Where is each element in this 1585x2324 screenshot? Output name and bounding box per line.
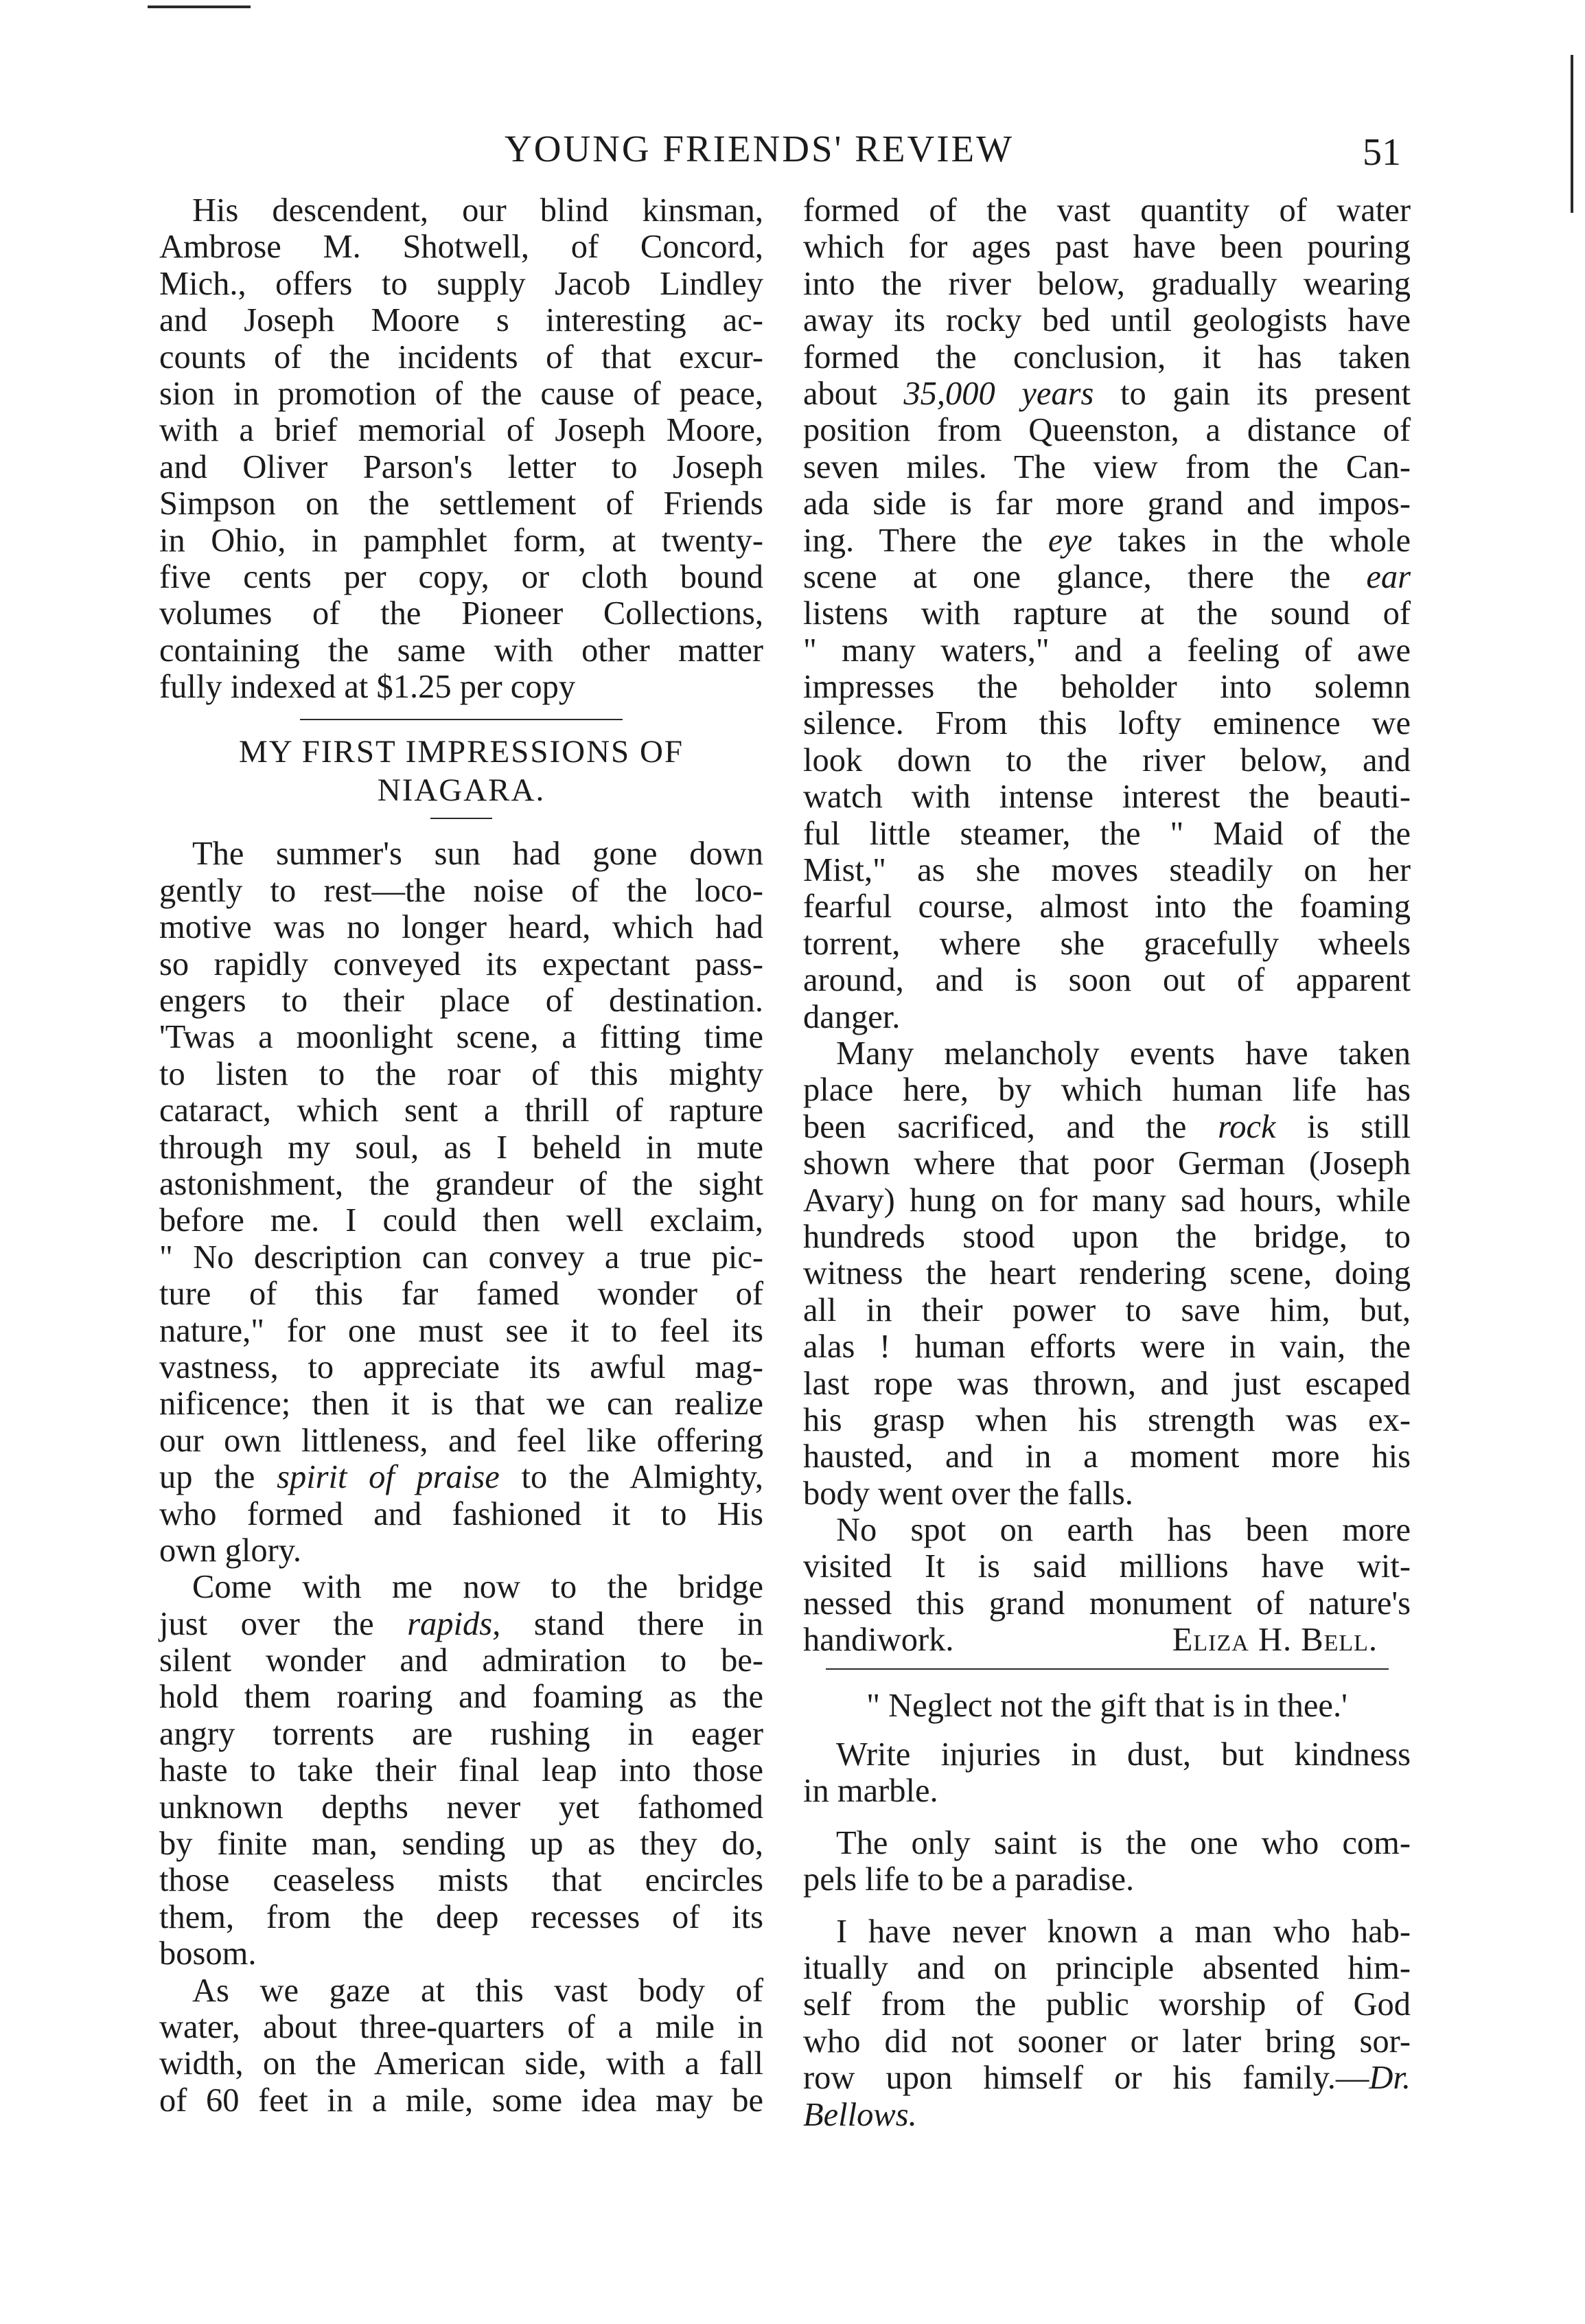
italic-phrase: ear	[1366, 558, 1411, 595]
text-line: motive was no longer heard, which had	[159, 909, 763, 946]
page-number: 51	[1363, 131, 1401, 174]
text-line: ada side is far more grand and impos-	[803, 485, 1411, 522]
italic-phrase: rock	[1218, 1108, 1276, 1145]
saying-public-worship	[803, 1913, 1411, 2133]
text-line: those ceaseless mists that encircles	[159, 1862, 763, 1899]
italic-phrase: rapids,	[407, 1605, 501, 1642]
text-line: Many melancholy events have taken	[836, 1035, 1411, 1072]
top-rule	[148, 5, 251, 8]
text-line: around, and is soon out of apparent	[803, 962, 1411, 999]
text-line: As we gaze at this vast body of	[192, 1972, 763, 2009]
text-line: itually and on principle absented him-	[803, 1949, 1411, 1986]
text-line: handiwork.	[803, 1622, 954, 1659]
text-line: seven miles. The view from the Can-	[803, 448, 1411, 485]
text-line: gently to rest—the noise of the loco-	[159, 872, 763, 909]
text-line: His descendent, our blind kinsman,	[192, 192, 763, 229]
text-line: self from the public worship of God	[803, 1986, 1411, 2023]
text-line: own glory.	[159, 1532, 302, 1569]
right-column	[803, 192, 1411, 2133]
left-column	[159, 192, 763, 2119]
italic-attribution: Bellows.	[803, 2096, 917, 2133]
text-line: Write injuries in dust, but kindness	[836, 1736, 1411, 1773]
text-line: " No description can convey a true pic-	[159, 1239, 763, 1276]
italic-phrase: eye	[1048, 522, 1093, 559]
text-line: into the river below, gradually wearing	[803, 265, 1411, 302]
text-line: sion in promotion of the cause of peace,	[159, 375, 763, 412]
text-line: witness the heart rendering scene, doing	[803, 1255, 1411, 1292]
text-line: who formed and fashioned it to His	[159, 1495, 763, 1532]
text-line: about 35,000 years to gain its present	[803, 375, 1411, 412]
text-line: engers to their place of destination.	[159, 982, 763, 1020]
text-line: visited It is said millions have wit-	[803, 1548, 1411, 1585]
italic-phrase: spirit of praise	[277, 1459, 500, 1496]
text-line: and Oliver Parson's letter to Joseph	[159, 448, 763, 485]
text-line: body went over the falls.	[803, 1475, 1133, 1512]
text-line: all in their power to save him, but,	[803, 1291, 1411, 1328]
text-line: shown where that poor German (Joseph	[803, 1145, 1411, 1182]
text-line: look down to the river below, and	[803, 741, 1411, 779]
text-line: his grasp when his strength was ex-	[803, 1401, 1411, 1438]
text-line: unknown depths never yet fathomed	[159, 1788, 763, 1826]
italic-phrase: 35,000 years	[903, 375, 1094, 412]
text-line: in marble.	[803, 1773, 938, 1810]
text-line: hundreds stood upon the bridge, to	[803, 1218, 1411, 1255]
article-title: MY FIRST IMPRESSIONS OF	[238, 734, 684, 770]
text-line: hold them roaring and foaming as the	[159, 1679, 763, 1716]
italic-attribution: Dr.	[1369, 2060, 1411, 2097]
text-line: pels life to be a paradise.	[803, 1861, 1135, 1898]
text-line: just over the rapids, stand there in	[159, 1605, 763, 1642]
text-line: and Joseph Moore s interesting ac-	[159, 302, 763, 339]
running-head: YOUNG FRIENDS' REVIEW	[505, 128, 1015, 170]
text-line: row upon himself or his family.—Dr.	[803, 2060, 1411, 2097]
text-line: to listen to the roar of this mighty	[159, 1055, 763, 1092]
text-line: Ambrose M. Shotwell, of Concord,	[159, 229, 763, 266]
paragraph-summer-sun	[159, 836, 763, 1569]
text-line: silent wonder and admiration to be-	[159, 1642, 763, 1679]
text-line: by finite man, sending up as they do,	[159, 1826, 763, 1863]
text-line: 'Twas a moonlight scene, a fitting time	[159, 1019, 763, 1056]
text-line: nessed this grand monument of nature's	[803, 1585, 1411, 1622]
text-line: who did not sooner or later bring sor-	[803, 2023, 1411, 2060]
margin-mark	[1571, 55, 1573, 213]
quote-neglect: " Neglect not the gift that is in thee.'	[866, 1687, 1347, 1724]
text-line: scene at one glance, there the ear	[803, 558, 1411, 595]
paragraph-vast-quantity	[803, 192, 1411, 1035]
paragraph-vast-body	[159, 1972, 763, 2119]
author-signature: Eliza H. Bell.	[1172, 1622, 1378, 1659]
text-line: Mist," as she moves steadily on her	[803, 852, 1411, 889]
text-line: volumes of the Pioneer Collections,	[159, 595, 763, 632]
text-line: Mich., offers to supply Jacob Lindley	[159, 265, 763, 302]
text-line: danger.	[803, 998, 901, 1035]
text-line: The only saint is the one who com-	[836, 1824, 1411, 1861]
text-line: place here, by which human life has	[803, 1072, 1411, 1109]
text-line: I have never known a man who hab-	[836, 1913, 1411, 1950]
text-line: fearful course, almost into the foaming	[803, 888, 1411, 925]
text-line: counts of the incidents of that excur-	[159, 338, 763, 376]
text-line: containing the same with other matter	[159, 632, 763, 669]
text-line: five cents per copy, or cloth bound	[159, 558, 763, 595]
text-line: away its rocky bed until geologists have	[803, 302, 1411, 339]
text-line: haste to take their final leap into those	[159, 1752, 763, 1789]
text-line: width, on the American side, with a fall	[159, 2045, 763, 2082]
paragraph-melancholy-events	[803, 1035, 1411, 1512]
text-line: silence. From this lofty eminence we	[803, 705, 1411, 742]
text-line: torrent, where she gracefully wheels	[803, 925, 1411, 962]
text-line: nature," for one must see it to feel its	[159, 1312, 763, 1349]
text-line: hausted, and in a moment more his	[803, 1438, 1411, 1475]
text-line: alas ! human efforts were in vain, the	[803, 1328, 1411, 1366]
text-line: ture of this far famed wonder of	[159, 1276, 763, 1313]
text-line: ing. There the eye takes in the whole	[803, 522, 1411, 559]
text-line: of 60 feet in a mile, some idea may be	[159, 2082, 763, 2119]
signature-row	[803, 1622, 1411, 1658]
text-line: nificence; then it is that we can realize	[159, 1385, 763, 1423]
text-line: so rapidly conveyed its expectant pass-	[159, 945, 763, 982]
text-line: " many waters," and a feeling of awe	[803, 632, 1411, 669]
saying-injuries	[803, 1736, 1411, 1810]
paragraph-no-spot	[803, 1512, 1411, 1659]
text-line: Avary) hung on for many sad hours, while	[803, 1182, 1411, 1219]
text-line: Simpson on the settlement of Friends	[159, 485, 763, 522]
text-line: The summer's sun had gone down	[192, 836, 763, 873]
text-line: in Ohio, in pamphlet form, at twenty-	[159, 522, 763, 559]
text-line: vastness, to appreciate its awful mag-	[159, 1348, 763, 1385]
text-line: astonishment, the grandeur of the sight	[159, 1165, 763, 1202]
text-line: angry torrents are rushing in eager	[159, 1715, 763, 1752]
text-line: Come with me now to the bridge	[192, 1569, 763, 1606]
paragraph-bridge	[159, 1569, 763, 1972]
text-line: formed the conclusion, it has taken	[803, 338, 1411, 376]
text-line: before me. I could then well exclaim,	[159, 1202, 763, 1239]
text-line: last rope was thrown, and just escaped	[803, 1365, 1411, 1402]
text-line: with a brief memorial of Joseph Moore,	[159, 412, 763, 449]
text-line: which for ages past have been pouring	[803, 229, 1411, 266]
text-line: listens with rapture at the sound of	[803, 595, 1411, 632]
article-title-continued: NIAGARA.	[377, 772, 546, 809]
saying-only-saint	[803, 1825, 1411, 1898]
text-line: bosom.	[159, 1935, 257, 1972]
text-line: No spot on earth has been more	[836, 1512, 1411, 1549]
text-line: formed of the vast quantity of water	[803, 192, 1411, 229]
text-line: impresses the beholder into solemn	[803, 669, 1411, 706]
text-line: watch with intense interest the beauti-	[803, 779, 1411, 816]
text-line: ful little steamer, the " Maid of the	[803, 815, 1411, 852]
text-line: been sacrificed, and the rock is still	[803, 1108, 1411, 1145]
text-line: them, from the deep recesses of its	[159, 1898, 763, 1935]
text-line: our own littleness, and feel like offering	[159, 1422, 763, 1459]
text-line: water, about three-quarters of a mile in	[159, 2008, 763, 2045]
text-line: fully indexed at $1.25 per copy	[159, 669, 576, 706]
text-line: through my soul, as I beheld in mute	[159, 1129, 763, 1166]
paragraph-kinsman	[159, 192, 763, 705]
text-line: up the spirit of praise to the Almighty,	[159, 1459, 763, 1496]
text-line: cataract, which sent a thrill of rapture	[159, 1092, 763, 1129]
text-line: position from Queenston, a distance of	[803, 412, 1411, 449]
